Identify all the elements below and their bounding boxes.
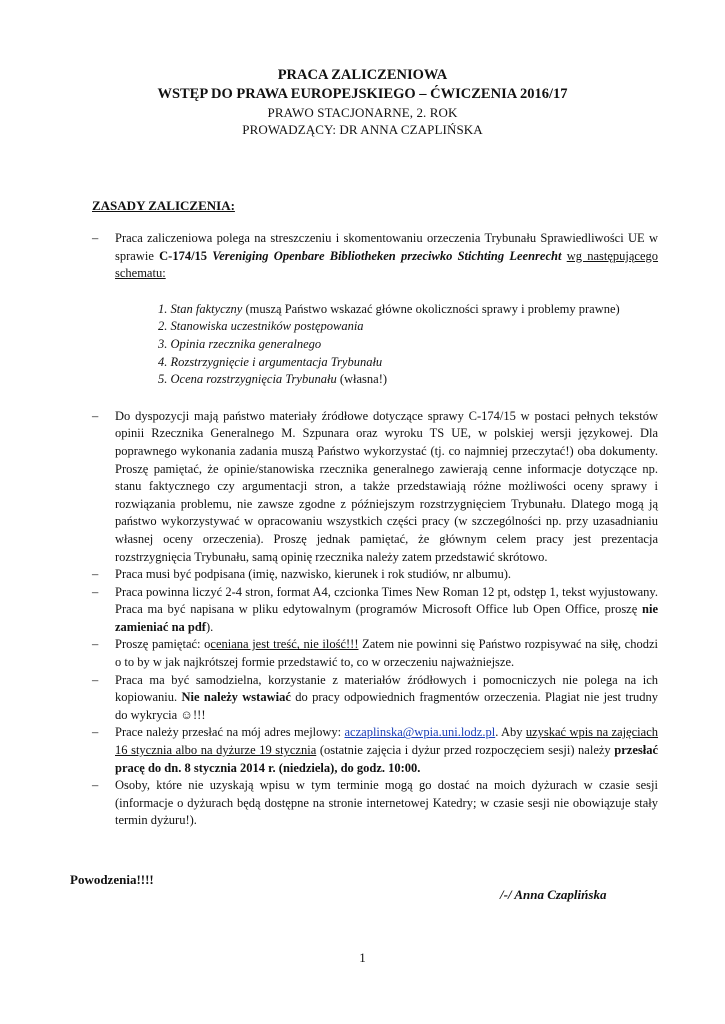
- page-number: 1: [359, 950, 366, 965]
- schema-label: Rozstrzygnięcie i argumentacja Trybunału: [170, 354, 383, 369]
- rule-underline: uzyskać wpis na zajęciach 16 stycznia albo na dyżurze 19 stycznia: [115, 725, 659, 758]
- dash-bullet: –: [92, 584, 99, 599]
- rule-text: ).: [205, 619, 214, 634]
- dash-bullet: –: [92, 672, 99, 687]
- schema-num: 3.: [158, 336, 168, 351]
- schema-num: 1.: [158, 301, 168, 316]
- dash-bullet: –: [92, 567, 99, 582]
- deadline-text: przesłać pracę do dn. 8 stycznia 2014 r. (niedziela), do godz. 10:00.: [115, 743, 658, 775]
- rule-text: Praca powinna liczyć 2-4 stron, format A4, czcionka Times New Roman 12 pt, odstęp 1, tekst wyjustowany. Praca ma być napisana w pliku edytowalnym (programów Microsoft Office lub Open Office, proszę: [115, 584, 658, 617]
- schema-num: 2.: [158, 319, 168, 334]
- rule-text: Praca musi być podpisana (imię, nazwisko, kierunek i rok studiów, nr albumu).: [115, 567, 511, 582]
- dash-bullet: –: [92, 778, 99, 793]
- dash-bullet: –: [92, 637, 99, 652]
- schema-num: 4.: [158, 354, 168, 369]
- schema-label: Stanowiska uczestników postępowania: [170, 319, 364, 334]
- schema-label: Opinia rzecznika generalnego: [170, 336, 322, 351]
- email-link[interactable]: aczaplinska@wpia.uni.lodz.pl: [344, 725, 496, 740]
- schema-note: (własna!): [336, 372, 388, 387]
- schema-num: 5.: [158, 372, 168, 387]
- schema-list: [158, 301, 658, 389]
- schema-item-5: [158, 371, 658, 389]
- rule-emphasis: Nie należy wstawiać: [181, 690, 291, 705]
- rule-item-1: [92, 230, 658, 389]
- rule-text: . Aby: [495, 725, 526, 740]
- rule-item-5: [92, 636, 658, 671]
- rule-text: Zatem nie powinni się Państwo rozpisywać na siłę, chodzi o to by w jak najkrótszej formie przedstawić to, co w orzeczeniu najważniejsze.: [115, 637, 658, 670]
- schema-item-4: [158, 354, 658, 372]
- rule-text: (ostatnie zajęcia i dyżur przed rozpoczęciem sesji) należy: [316, 743, 615, 758]
- schema-item-1: [158, 301, 658, 319]
- dash-bullet: –: [92, 725, 99, 740]
- schema-intro: wg następującego schematu:: [115, 248, 659, 281]
- rule-item-6: [92, 672, 658, 725]
- study-mode-line: PRAWO STACJONARNE, 2. ROK: [267, 105, 458, 120]
- schema-label: Ocena rozstrzygnięcia Trybunału: [170, 372, 337, 387]
- rule-underline: ceniana jest treść, nie ilość!!!: [210, 637, 359, 652]
- rule-item-8: [92, 777, 658, 830]
- rule-text: Proszę pamiętać: o: [115, 637, 211, 652]
- dash-bullet: –: [92, 408, 99, 423]
- document-header: [0, 66, 725, 138]
- rule-text: Praca ma być samodzielna, korzystanie z materiałów źródłowych i pomocniczych nie polega na ich kopiowaniu.: [115, 672, 658, 705]
- rule-text: Osoby, które nie uzyskają wpisu w tym terminie mogą go dostać na moich dyżurach w czasie sesji (informacje o dyżurach będą dostępne na stronie internetowej Katedry; w czasie sesji nie obowiązuje stały termin dyżuru!).: [115, 778, 658, 828]
- rule-text: do pracy odpowiednich fragmentów orzeczenia. Plagiat nie jest trudny do wykrycia ☺!!!: [115, 690, 658, 722]
- rules-list: [92, 230, 658, 830]
- case-number: C-174/15: [159, 248, 208, 263]
- rule-item-4: [92, 584, 658, 637]
- section-title: ZASADY ZALICZENIA:: [92, 198, 235, 213]
- rule-text: Praca zaliczeniowa polega na streszczeniu i skomentowaniu orzeczenia Trybunału Sprawiedliwości UE w sprawie: [115, 231, 658, 263]
- document-subtitle: WSTĘP DO PRAWA EUROPEJSKIEGO – ĆWICZENIA 2016/17: [157, 86, 568, 102]
- schema-note: (muszą Państwo wskazać główne okoliczności sprawy i problemy prawne): [242, 301, 620, 316]
- dash-bullet: –: [92, 231, 99, 245]
- closing-text: Powodzenia!!!!: [70, 872, 154, 887]
- rule-item-7: [92, 724, 658, 777]
- rule-text: Do dyspozycji mają państwo materiały źródłowe dotyczące sprawy C-174/15 w postaci pełnych tekstów opinii Rzecznika Generalnego M. Szpunara oraz wyroku TS UE, w polskiej wersji językowej. Dla poprawnego wykonania zadania muszą Państwo wykorzystać (tj. co najmniej przeczytać!) oba dokumenty. Proszę pamiętać, że opinie/stanowiska rzecznika generalnego zawierają cenne informacje dotyczące np. stanu faktycznego czy argumentacji stron, a także przedstawiają różne możliwości oceny sprawy i rozwiązania problemu, nie zawsze zgodne z późniejszym rozstrzygnięciem Trybunału. Dlatego mogą ją państwo wykorzystywać w opracowaniu wszystkich części pracy (w szczególności np. przy uzasadnianiu własnej oceny orzeczenia). Proszę jednak pamiętać, że głównym celem pracy jest prezentacja rozstrzygnięcia Trybunału, samą opinię rzecznika należy zatem przedstawić skrótowo.: [115, 408, 658, 564]
- case-name: Vereniging Openbare Bibliotheken przeciwko Stichting Leenrecht: [212, 248, 562, 263]
- schema-item-3: [158, 336, 658, 354]
- schema-item-2: [158, 318, 658, 336]
- rule-item-3: [92, 566, 658, 584]
- instructor-line: PROWADZĄCY: DR ANNA CZAPLIŃSKA: [242, 122, 483, 137]
- document-title: PRACA ZALICZENIOWA: [277, 67, 448, 83]
- rule-text: Prace należy przesłać na mój adres mejlowy:: [115, 725, 345, 740]
- signature: /-/ Anna Czaplińska: [500, 887, 607, 902]
- rule-emphasis: nie zamieniać na pdf: [115, 602, 658, 634]
- rule-item-2: [92, 408, 658, 566]
- schema-label: Stan faktyczny: [170, 301, 243, 316]
